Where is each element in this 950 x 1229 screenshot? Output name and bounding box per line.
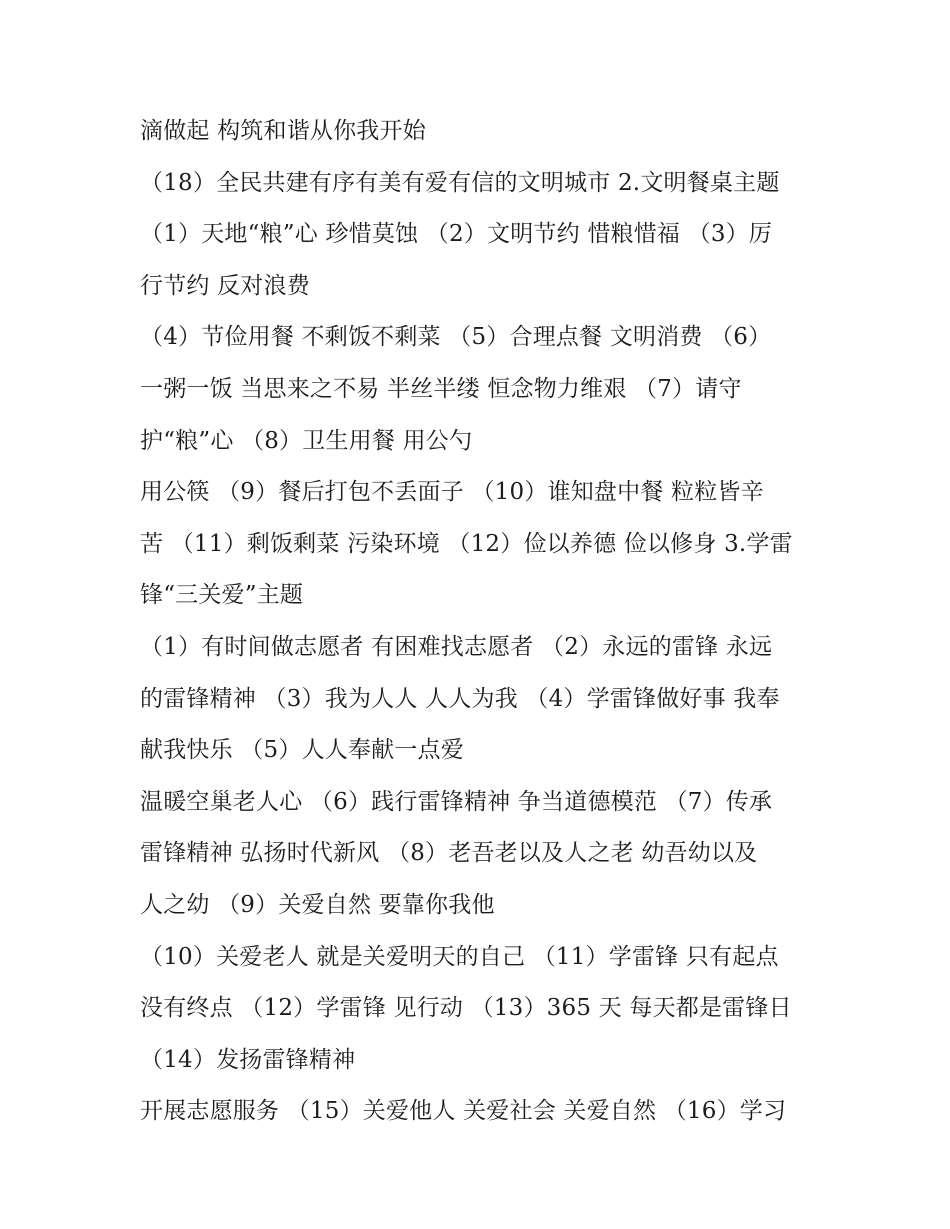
text-line: 没有终点 （12）学雷锋 见行动 （13）365 天 每天都是雷锋日 xyxy=(140,995,792,1022)
text-line: 献我快乐 （5）人人奉献一点爱 xyxy=(140,737,464,764)
text-line: 人之幼 （9）关爱自然 要靠你我他 xyxy=(140,891,495,918)
text-line: （4）节俭用餐 不剩饭不剩菜 （5）合理点餐 文明消费 （6） xyxy=(140,324,772,351)
text-line: 温暖空巢老人心 （6）践行雷锋精神 争当道德模范 （7）传承 xyxy=(140,788,773,815)
text-line: 护“粮”心 （8）卫生用餐 用公勺 xyxy=(140,427,473,454)
text-line: 行节约 反对浪费 xyxy=(140,272,310,299)
text-line: 滴做起 构筑和谐从你我开始 xyxy=(140,118,426,144)
text-line: 的雷锋精神 （3）我为人人 人人为我 （4）学雷锋做好事 我奉 xyxy=(140,685,780,712)
text-line: 开展志愿服务 （15）关爱他人 关爱社会 关爱自然 （16）学习 xyxy=(140,1098,787,1125)
text-line: 苦 （11）剩饭剩菜 污染环境 （12）俭以养德 俭以修身 3.学雷 xyxy=(140,530,793,557)
text-line: （14）发扬雷锋精神 xyxy=(140,1046,356,1073)
text-line: 雷锋精神 弘扬时代新风 （8）老吾老以及人之老 幼吾幼以及 xyxy=(140,840,758,867)
text-line: （10）关爱老人 就是关爱明天的自己 （11）学雷锋 只有起点 xyxy=(140,943,779,970)
document-body xyxy=(140,106,830,1138)
text-line: 一粥一饭 当思来之不易 半丝半缕 恒念物力维艰 （7）请守 xyxy=(140,375,742,402)
text-line: 用公筷 （9）餐后打包不丢面子 （10）谁知盘中餐 粒粒皆辛 xyxy=(140,479,764,506)
text-line: 锋“三关爱”主题 xyxy=(140,582,304,609)
text-line: （1）有时间做志愿者 有困难找志愿者 （2）永远的雷锋 永远 xyxy=(140,633,773,660)
text-line: （18）全民共建有序有美有爱有信的文明城市 2.文明餐桌主题 xyxy=(140,169,780,196)
text-line: （1）天地“粮”心 珍惜莫蚀 （2）文明节约 惜粮惜福 （3）厉 xyxy=(140,221,773,248)
